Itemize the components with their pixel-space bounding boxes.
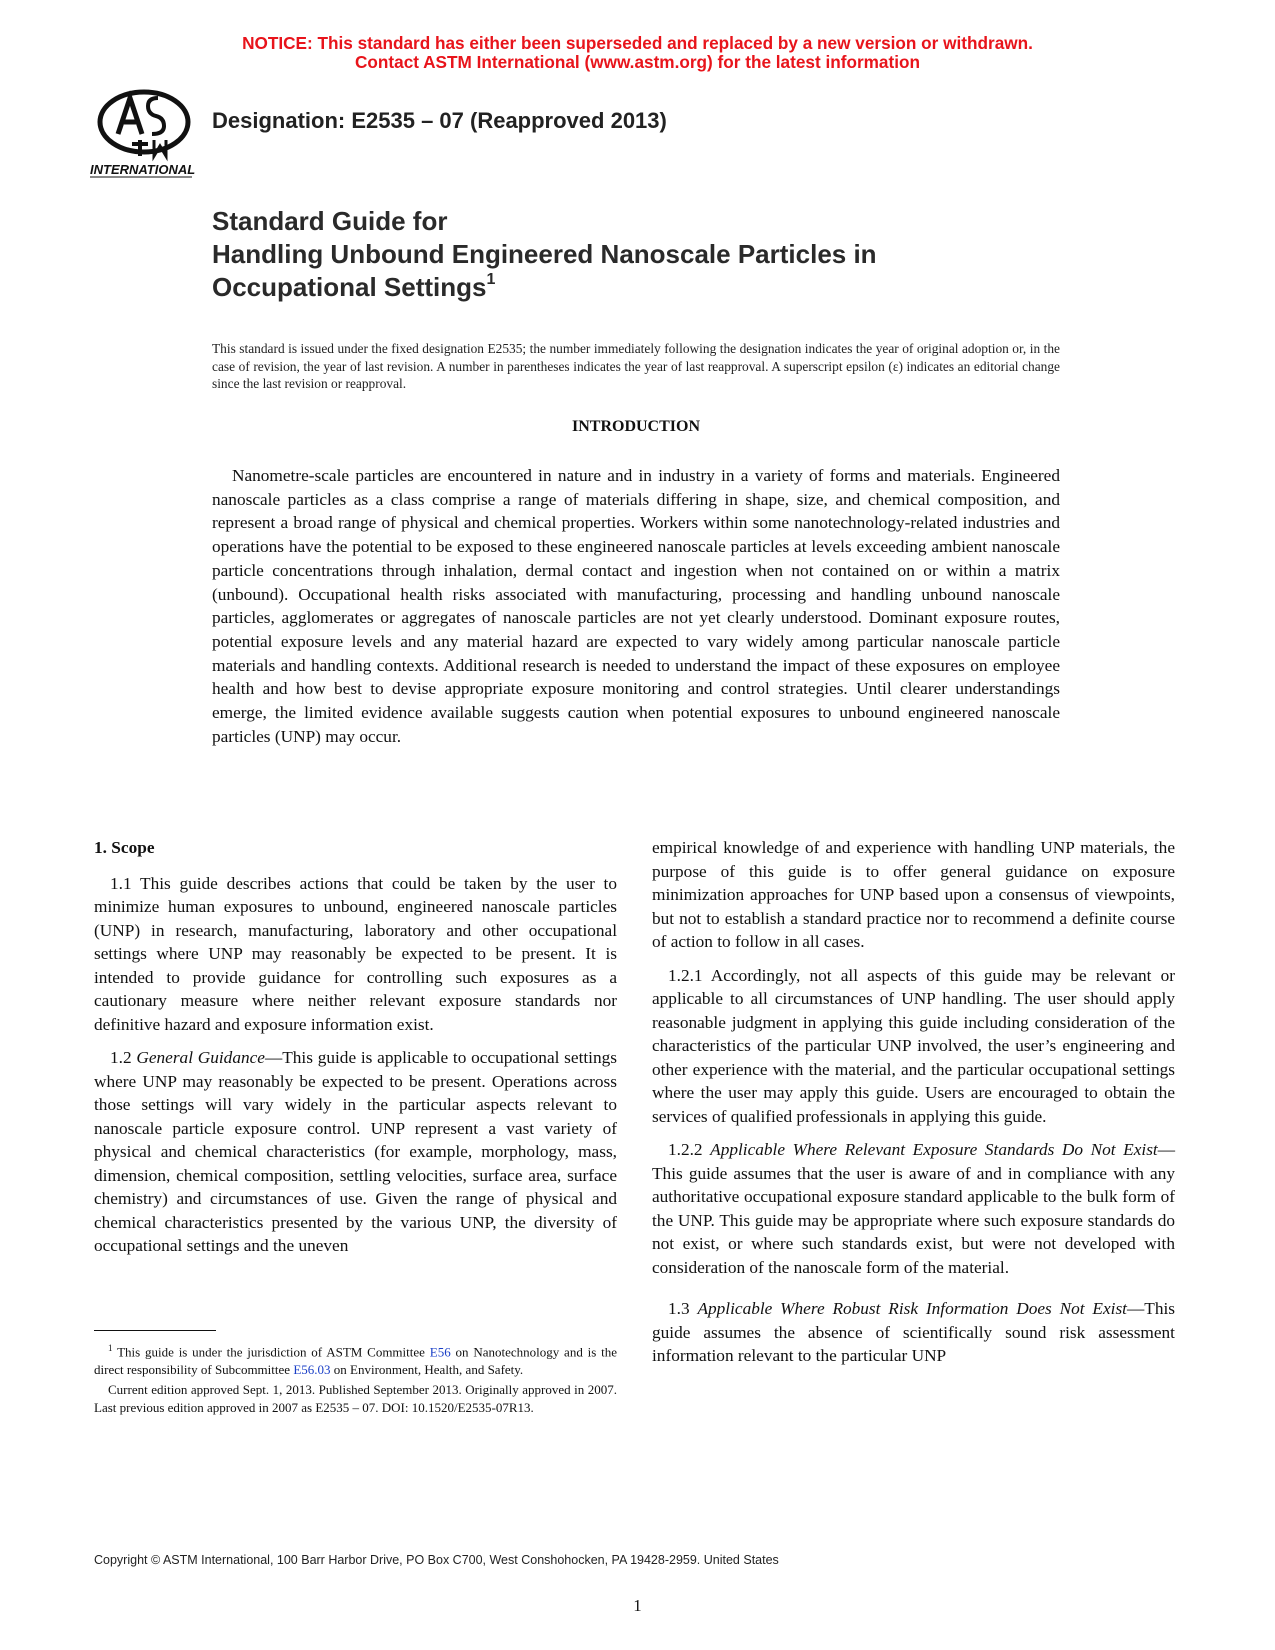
superseded-notice — [90, 34, 1185, 72]
section-1-3-title: Applicable Where Robust Risk Information Does Not Exist — [697, 1299, 1127, 1318]
committee-link[interactable]: E56 — [429, 1344, 451, 1360]
section-1-3: 1.3 Applicable Where Robust Risk Information Does Not Exist—This guide assumes the absence of scientifically sound risk assessment information relevant to the particular UNP — [652, 1299, 1175, 1365]
footnotes — [94, 1340, 617, 1419]
introduction-body: Nanometre-scale particles are encountered in nature and in industry in a variety of forms and materials. Engineered nanoscale particles as a class comprise a range of materials differing in shape, size, and chemical composition, and represent a broad range of physical and chemical properties. Workers within some nanotechnology-related industries and operations have the potential to be exposed to these engineered nanoscale particles at levels exceeding ambient nanoscale particle concentrations through inhalation, dermal contact and ingestion when not contained on or within a matrix (unbound). Occupational health risks associated with manufacturing, processing and handling unbound nanoscale particles, agglomerates or aggregates of nanoscale particles are not yet clearly understood. Dominant exposure routes, potential exposure levels and any material hazard are expected to vary widely among particular nanoscale particle materials and handling contexts. Additional research is needed to understand the impact of these exposures on employee health and how best to devise appropriate exposure monitoring and control strategies. Until clearer understandings emerge, the limited evidence available suggests caution when potential exposures to unbound engineered nanoscale particles (UNP) may occur. — [212, 466, 1060, 746]
footnote-1: $^1$ This guide is under the jurisdiction of ASTM Committee E56 on Nanotechnology and is the direct responsibility of Subcommittee E56.03 on Environment, Health, and Safety. — [94, 1343, 617, 1377]
section-1-2-2: 1.2.2 Applicable Where Relevant Exposure Standards Do Not Exist—This guide assumes that the user is aware of and in compliance with any authoritative occupational exposure standard applicable to the bulk form of the UNP. This guide may be appropriate where such exposure standards do not exist, or where such standards exist, but were not developed with consideration of the nanoscale form of the material. — [652, 1140, 1175, 1277]
footnote-edition: Current edition approved Sept. 1, 2013. Published September 2013. Originally approved in 2007. Last previous edition approved in 2007 as E2535 – 07. DOI: 10.1520/E2535-07R13. — [94, 1382, 617, 1415]
left-column — [94, 836, 617, 1268]
title-line-1: Standard Guide for — [212, 206, 448, 236]
introduction-heading: INTRODUCTION — [571, 418, 700, 435]
right-column — [652, 836, 1175, 1378]
section-1-2-1: 1.2.1 Accordingly, not all aspects of this guide may be relevant or applicable to all circumstances of UNP handling. The user should apply reasonable judgment in applying this guide including consideration of the characteristics of the particular UNP involved, the user’s engineering and other experience with the material, and the particular occupational settings where the user may apply this guide. Users are encouraged to obtain the services of qualified professionals in applying this guide. — [652, 965, 1175, 1126]
title-line-3: Occupational Settings — [212, 272, 487, 302]
section-1-2-continued: empirical knowledge of and experience with handling UNP materials, the purpose of this guide is to offer general guidance on exposure minimization approaches for UNP based upon a consensus of viewpoints, but not to establish a standard practice nor to recommend a definite course of action to follow in all cases. — [652, 838, 1175, 951]
section-1-1: 1.1 This guide describes actions that could be taken by the user to minimize human exposures to unbound, engineered nanoscale particles (UNP) in research, manufacturing, laboratory and other occupational settings where UNP may reasonably be expected to be present. It is intended to provide guidance for controlling such exposures as a cautionary measure where neither relevant exposure standards nor definitive hazard and exposure information exist. — [94, 873, 617, 1034]
copyright: Copyright © ASTM International, 100 Barr Harbor Drive, PO Box C700, West Conshohocken, PA 19428-2959. United States — [94, 1553, 779, 1567]
title-line-2: Handling Unbound Engineered Nanoscale Particles in — [212, 239, 877, 269]
subcommittee-link[interactable]: E56.03 — [293, 1361, 331, 1377]
astm-logo — [88, 84, 200, 180]
footnote-divider — [94, 1330, 216, 1331]
page-number: 1 — [633, 1596, 642, 1615]
issued-note: This standard is issued under the fixed designation E2535; the number immediately following the designation indicates the year of original adoption or, in the case of revision, the year of last revision. A number in parentheses indicates the year of last reapproval. A superscript epsilon (ε) indicates an editorial change since the last revision or reapproval. — [212, 341, 1060, 391]
designation: Designation: E2535 – 07 (Reapproved 2013) — [212, 108, 667, 133]
section-1-2-2-title: Applicable Where Relevant Exposure Standards Do Not Exist — [710, 1140, 1158, 1159]
notice-line-1: NOTICE: This standard has either been superseded and replaced by a new version or withdrawn. — [242, 33, 1033, 53]
section-1-2-title: General Guidance — [136, 1048, 265, 1067]
title-footnote-ref: 1 — [486, 271, 496, 288]
scope-heading: 1. Scope — [94, 838, 155, 857]
notice-line-2: Contact ASTM International (www.astm.org) for the latest information — [355, 52, 920, 72]
section-1-2: 1.2 General Guidance—This guide is applicable to occupational settings where UNP may reasonably be expected to be present. Operations across those settings will vary widely in the particular aspects relevant to nanoscale particle exposure control. UNP represent a vast variety of physical and chemical characteristics (for example, morphology, mass, dimension, chemical composition, settling velocities, surface area, surface chemistry) and circumstances of use. Given the range of physical and chemical characteristics presented by the various UNP, the diversity of occupational settings and the uneven — [94, 1048, 617, 1255]
document-title — [212, 205, 1112, 304]
logo-text: INTERNATIONAL — [90, 162, 196, 177]
